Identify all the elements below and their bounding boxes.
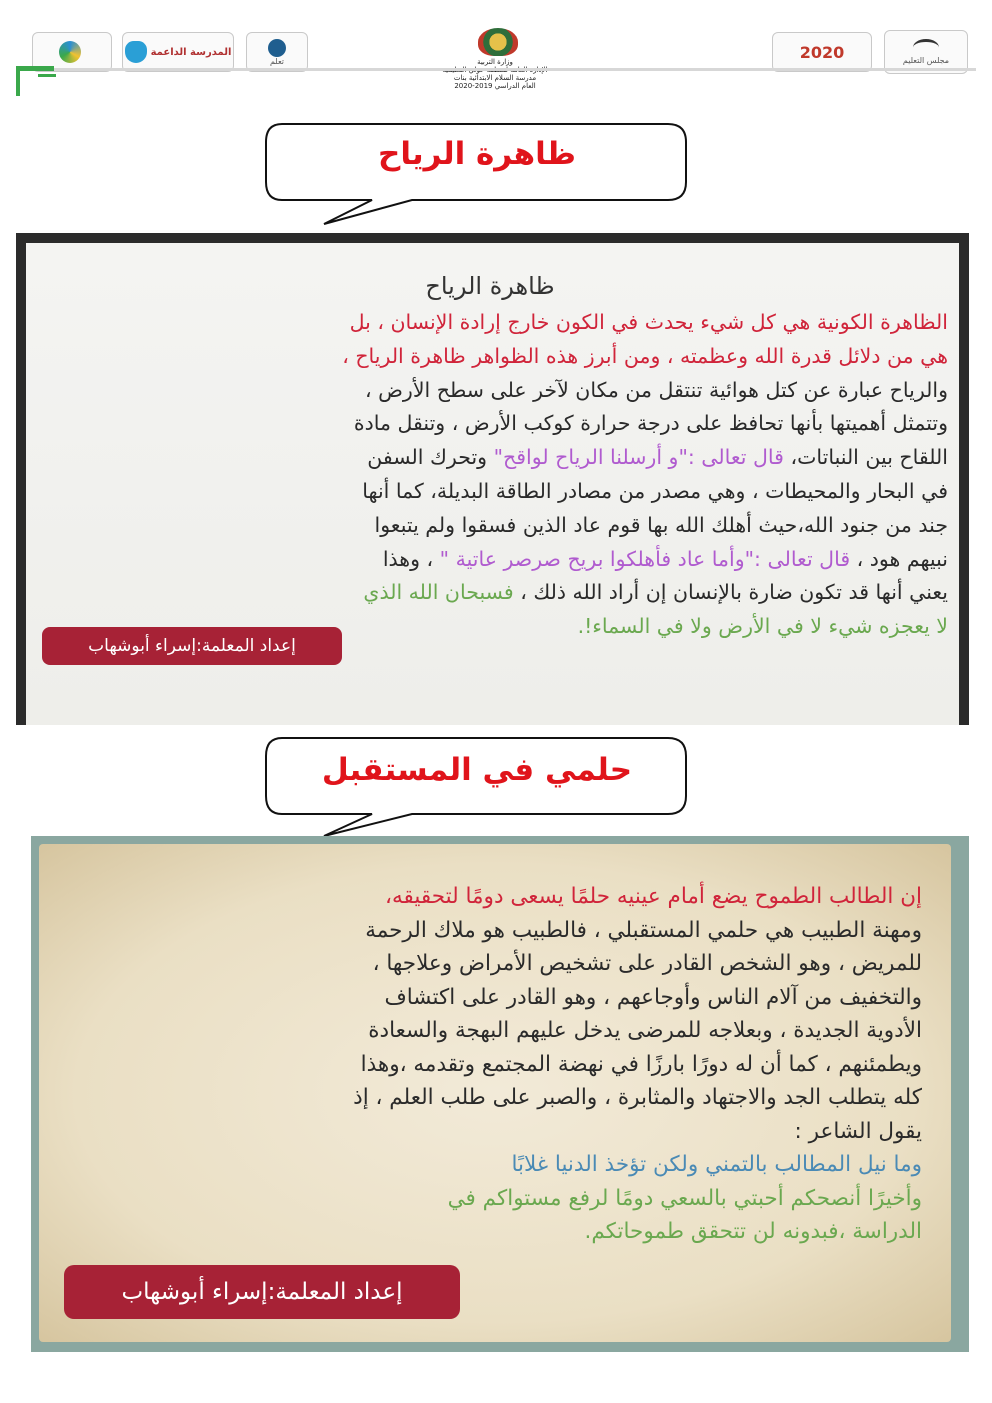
winds-line xyxy=(28,543,948,577)
winds-line xyxy=(28,475,948,509)
winds-segment: وتحرك السفن xyxy=(367,445,494,470)
winds-segment: لا يعجزه شيء لا في الأرض ولا في السماء!. xyxy=(577,614,948,639)
speech-bubble-2 xyxy=(262,734,692,844)
winds-line xyxy=(28,374,948,408)
winds-segment: يعني أنها قد تكون ضارة بالإنسان إن أراد الله ذلك ، xyxy=(513,580,948,605)
author-badge-2: إعداد المعلمة:إسراء أبوشهاب xyxy=(64,1265,460,1319)
dream-segment: الأدوية الجديدة ، وبعلاجه للمرضى يدخل عليهم البهجة والسعادة xyxy=(368,1018,922,1043)
winds-segment: هي من دلائل قدرة الله وعظمته ، ومن أبرز هذه الظواهر ظاهرة الرياح ، xyxy=(342,343,948,368)
winds-line xyxy=(28,441,948,475)
dream-line xyxy=(60,1014,922,1048)
kuwait-emblem-icon xyxy=(478,28,518,56)
winds-segment: في البحار والمحيطات ، وهي مصدر من مصادر الطاقة البديلة، كما أنها xyxy=(362,478,948,503)
dream-line xyxy=(60,914,922,948)
dream-line xyxy=(60,1081,922,1115)
heart-logo-icon xyxy=(125,41,147,63)
header-accent-2 xyxy=(38,74,56,77)
swirl-logo-icon xyxy=(59,41,81,63)
dream-segment: إن الطالب الطموح يضع أمام عينيه حلمًا يسعى دومًا لتحقيقه، xyxy=(385,884,922,909)
winds-segment: جند من جنود الله،حيث أهلك الله بها قوم عاد الذين فسقوا ولم يتبعوا xyxy=(374,512,948,537)
winds-segment: ، وهذا xyxy=(382,546,440,571)
winds-line xyxy=(28,407,948,441)
dream-line xyxy=(60,1182,922,1216)
bubble-title-dream: حلمي في المستقبل xyxy=(321,752,633,788)
dream-line xyxy=(60,981,922,1015)
dream-segment: يقول الشاعر : xyxy=(794,1118,922,1144)
dream-line xyxy=(60,1215,922,1249)
header-divider xyxy=(16,68,976,71)
dream-line xyxy=(60,1115,922,1149)
winds-segment: قال تعالى :"و أرسلنا الرياح لواقح" xyxy=(493,445,784,470)
dream-segment: كله يتطلب الجد والاجتهاد والمثابرة ، والصبر على طلب العلم ، إذ xyxy=(353,1085,922,1110)
ministry-text: وزارة التربية مدرسة السلام الابتدائية بنات العام الدراسي 2019-2020 xyxy=(453,58,537,90)
dream-segment: ويطمئنهم ، كما أن له دورًا بارزًا في نهضة المجتمع وتقدمه ،وهذا xyxy=(360,1051,922,1077)
winds-line xyxy=(28,306,948,340)
winds-segment: فسبحان الله الذي xyxy=(363,580,514,605)
winds-segment: والرياح عبارة عن كتل هوائية تنتقل من مكان لآخر على سطح الأرض ، xyxy=(365,377,948,402)
dream-line xyxy=(60,1048,922,1082)
dream-line xyxy=(60,1148,922,1182)
dream-segment: الدراسة ،فبدونه لن تتحقق طموحاتكم. xyxy=(584,1219,922,1244)
winds-card-title: ظاهرة الرياح xyxy=(425,272,555,300)
author-badge-1: إعداد المعلمة:إسراء أبوشهاب xyxy=(42,627,342,665)
header-accent-vertical xyxy=(16,66,20,96)
winds-segment: وتتمثل أهميتها بأنها تحافظ على درجة حرارة كوكب الأرض ، وتنقل مادة xyxy=(353,411,948,436)
bird-logo-icon xyxy=(913,39,939,56)
logo-right-1: 2020 xyxy=(772,32,872,72)
winds-line xyxy=(28,576,948,610)
winds-segment: اللقاح بين النباتات، xyxy=(783,445,948,470)
winds-segment: نبيهم هود ، xyxy=(850,546,948,571)
bubble-title-winds: ظاهرة الرياح xyxy=(378,136,576,172)
winds-segment: قال تعالى :"وأما عاد فأهلكوا بريح صرصر عاتية " xyxy=(439,546,851,571)
logo-left-2: المدرسة الداعمة xyxy=(122,32,234,72)
logo-left-3: تعلم xyxy=(246,32,308,72)
dream-segment: للمريض ، وهو الشخص القادر على تشخيص الأمراض وعلاجها ، xyxy=(372,951,922,976)
dream-segment: وأخيرًا أنصحكم أحبتي بالسعي دومًا لرفع مستواكم في xyxy=(447,1185,922,1211)
dream-segment: ومهنة الطبيب هي حلمي المستقبلي ، فالطبيب هو ملاك الرحمة xyxy=(365,917,922,943)
dream-card-text xyxy=(60,880,922,1249)
winds-line xyxy=(28,340,948,374)
winds-card-text xyxy=(28,306,948,644)
figure-logo-icon xyxy=(268,39,286,57)
winds-line xyxy=(28,509,948,543)
dream-line xyxy=(60,880,922,914)
header-accent xyxy=(16,66,54,71)
dream-line xyxy=(60,947,922,981)
winds-segment: الظاهرة الكونية هي كل شيء يحدث في الكون خارج إرادة الإنسان ، بل xyxy=(349,310,948,334)
logo-right-2: مجلس التعليم xyxy=(884,30,968,74)
dream-segment: وما نيل المطالب بالتمني ولكن تؤخذ الدنيا غلابًا xyxy=(511,1152,922,1177)
dream-segment: والتخفيف من آلام الناس وأوجاعهم ، وهو القادر على اكتشاف xyxy=(384,984,922,1010)
